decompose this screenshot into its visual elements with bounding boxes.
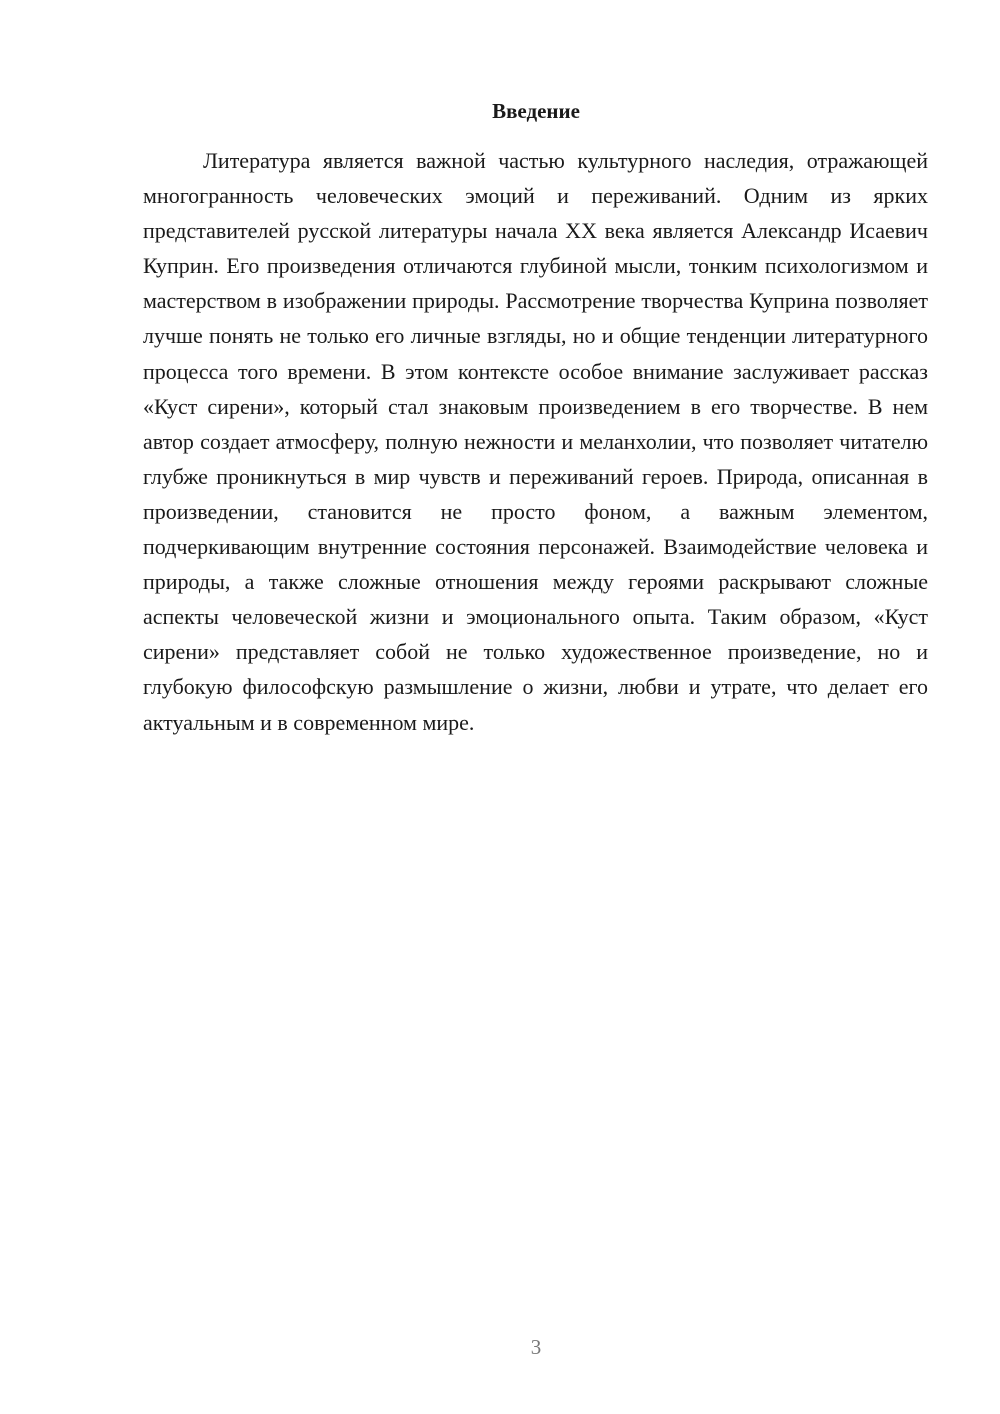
body-paragraph: Литература является важной частью культурного наследия, отражающей многогранность человеческих эмоций и переживаний. Одним из ярких представителей русской литературы начала XX века является Александр Исаевич Куприн. Его произведения отличаются глубиной мысли, тонким психологизмом и мастерством в изображении природы. Рассмотрение творчества Куприна позволяет лучше понять не только его личные взгляды, но и общие тенденции литературного процесса того времени. В этом контексте особое внимание заслуживает рассказ «Куст сирени», который стал знаковым произведением в его творчестве. В нем автор создает атмосферу, полную нежности и меланхолии, что позволяет читателю глубже проникнуться в мир чувств и переживаний героев. Природа, описанная в произведении, становится не просто фоном, а важным элементом, подчеркивающим внутренние состояния персонажей. Взаимодействие человека и природы, а также сложные отношения между героями раскрывают сложные аспекты человеческой жизни и эмоционального опыта. Таким образом, «Куст сирени» представляет собой не только художественное произведение, но и глубокую философскую размышление о жизни, любви и утрате, что делает его актуальным и в современном мире.: [143, 148, 928, 735]
section-heading: Введение: [492, 99, 580, 123]
page-number: 3: [530, 1335, 542, 1359]
